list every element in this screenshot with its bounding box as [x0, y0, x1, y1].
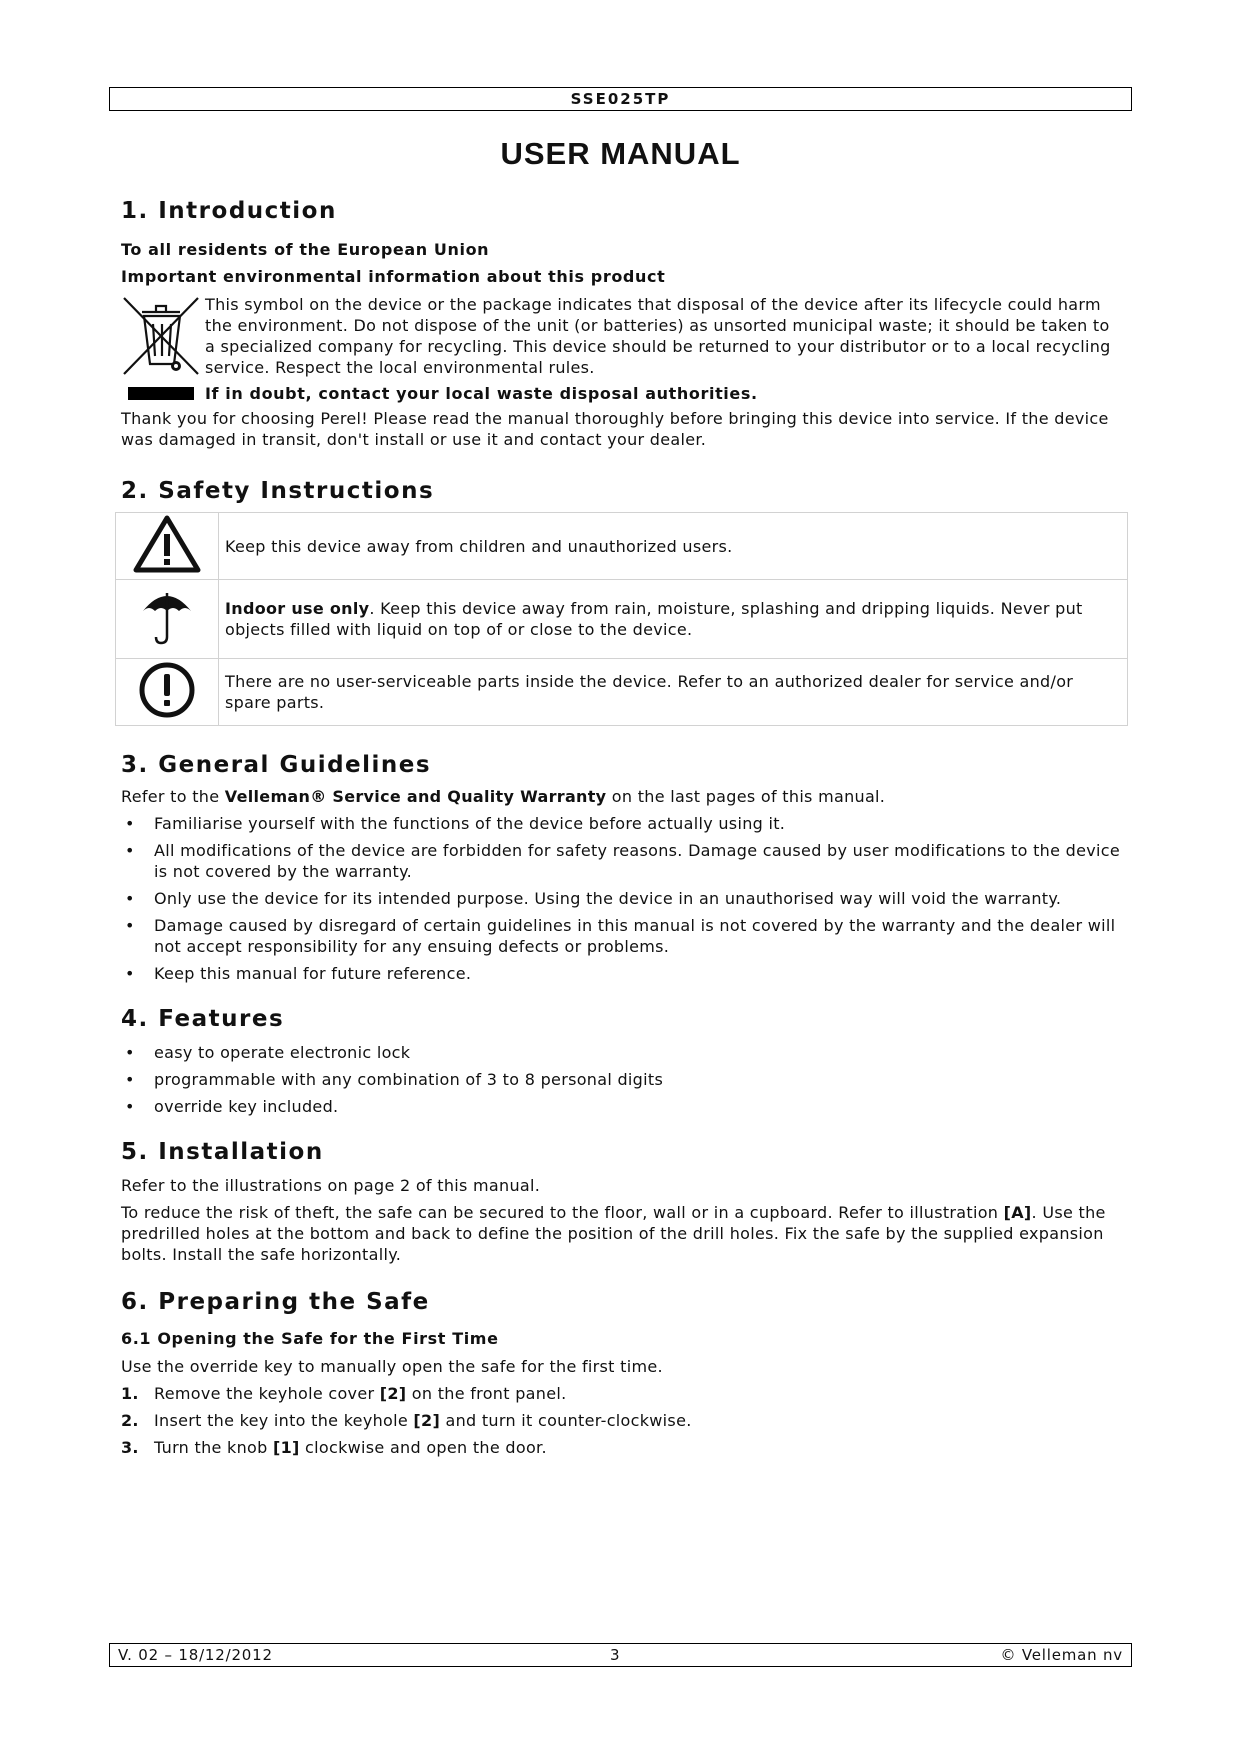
installation-p2 [121, 1202, 1121, 1265]
illustration-ref: [A] [1003, 1203, 1032, 1222]
list-item: • Damage caused by disregard of certain guidelines in this manual is not covered by the warranty and the dealer will not accept responsibility for any ensuing defects or problems. [125, 916, 1116, 956]
warranty-bold: Velleman® Service and Quality Warranty [224, 787, 607, 806]
subsection-6-1-heading: 6.1 Opening the Safe for the First Time [121, 1329, 499, 1348]
section-3-heading: 3. General Guidelines [121, 752, 432, 778]
list-item: • programmable with any combination of 3 to 8 personal digits [125, 1070, 664, 1089]
features-list [121, 1042, 1121, 1117]
safety-row-indoor [116, 580, 1128, 659]
exclamation-circle-icon [137, 660, 197, 720]
black-bar [128, 387, 194, 400]
guidelines-list [121, 813, 1121, 984]
page-title: USER MANUAL [500, 136, 741, 171]
environment-info-heading: Important environmental information about this product [121, 267, 666, 286]
list-item: • override key included. [125, 1097, 339, 1116]
header-box [109, 87, 1132, 111]
list-item: 3. Turn the knob [1] clockwise and open the door. [121, 1438, 547, 1457]
list-item: • Keep this manual for future reference. [125, 964, 472, 983]
section-2-heading: 2. Safety Instructions [121, 478, 435, 504]
section-6-heading: 6. Preparing the Safe [121, 1289, 430, 1315]
list-item: • All modifications of the device are forbidden for safety reasons. Damage caused by user modifications to the device is not covered by the warranty. [125, 841, 1120, 881]
safety-table [115, 512, 1128, 726]
guidelines-intro-pre: Refer to the [121, 787, 225, 806]
footer-copyright: © Velleman nv [1000, 1646, 1123, 1664]
installation-p1: Refer to the illustrations on page 2 of this manual. [121, 1176, 541, 1195]
list-item: • Familiarise yourself with the functions of the device before actually using it. [125, 814, 786, 833]
safety-text-children: Keep this device away from children and unauthorized users. [225, 536, 733, 556]
weee-text: This symbol on the device or the package indicates that disposal of the device after its lifecycle could harm the environment. Do not dispose of the unit (or batteries) as unsorted municipal waste; it should be taken to a specialized company for recycling. This device should be returned to your distributor or to a local recycling service. Respect the local environmental rules. [205, 295, 1111, 377]
umbrella-icon [139, 587, 195, 647]
model-number: SSE025TP [570, 90, 671, 108]
safety-text-service: There are no user-serviceable parts inside the device. Refer to an authorized dealer for service and/or spare parts. [225, 672, 1074, 712]
guidelines-intro-post: on the last pages of this manual. [606, 787, 886, 806]
safety-row-children [116, 513, 1128, 580]
installation-p2-post: . Use the predrilled holes at the bottom and back to define the position of the drill holes. Fix the safe by the supplied expansion bolts. Install the safe horizontally. [121, 1203, 1106, 1264]
footer-box [109, 1643, 1132, 1667]
opening-intro: Use the override key to manually open the safe for the first time. [121, 1357, 663, 1376]
footer-version: V. 02 – 18/12/2012 [118, 1646, 273, 1664]
safety-row-service [116, 659, 1128, 726]
section-4-heading: 4. Features [121, 1006, 285, 1032]
indoor-use-bold: Indoor use only [225, 599, 370, 618]
list-item: 1. Remove the keyhole cover [2] on the front panel. [121, 1384, 567, 1403]
content [121, 198, 1121, 1464]
safety-text-indoor: . Keep this device away from rain, moisture, splashing and dripping liquids. Never put objects filled with liquid on top of or close to the device. [225, 599, 1083, 639]
section-1-heading: 1. Introduction [121, 198, 337, 224]
list-item: • easy to operate electronic lock [125, 1043, 411, 1062]
list-item: • Only use the device for its intended purpose. Using the device in an unauthorised way will void the warranty. [125, 889, 1062, 908]
eu-residents-heading: To all residents of the European Union [121, 240, 490, 259]
installation-p2-pre: To reduce the risk of theft, the safe can be secured to the floor, wall or in a cupboard. Refer to illustration [121, 1203, 1004, 1222]
section-5-heading: 5. Installation [121, 1139, 324, 1165]
crossed-bin-icon [120, 294, 202, 378]
warning-triangle-icon [132, 514, 202, 574]
doubt-text: If in doubt, contact your local waste disposal authorities. [205, 383, 758, 403]
thanks-text: Thank you for choosing Perel! Please read the manual thoroughly before bringing this device into service. If the device was damaged in transit, don't install or use it and contact your dealer. [121, 409, 1109, 449]
guidelines-intro [121, 786, 1121, 807]
doubt-line [121, 382, 1121, 404]
weee-block [121, 294, 1121, 378]
list-item: 2. Insert the key into the keyhole [2] and turn it counter-clockwise. [121, 1411, 692, 1430]
opening-steps [121, 1383, 1121, 1458]
footer-page-number: 3 [610, 1646, 621, 1664]
